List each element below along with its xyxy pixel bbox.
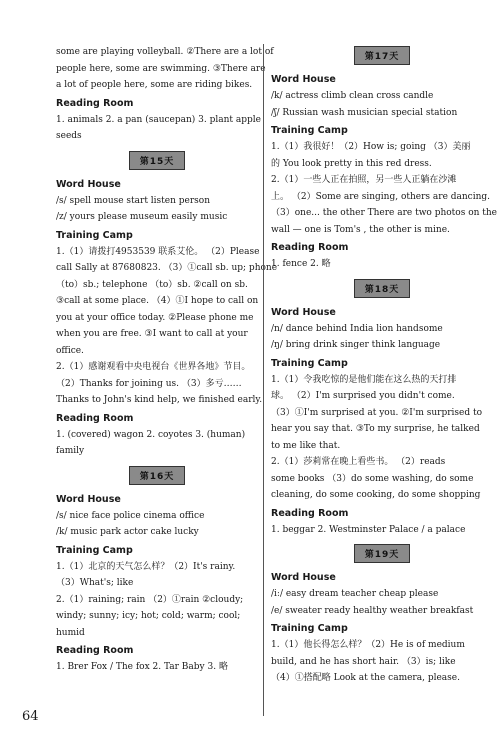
training-answer: （to）sb.; telephone （to）sb. ②call on sb. bbox=[56, 279, 248, 290]
phonics-row: /k/ actress climb clean cross candle bbox=[271, 91, 434, 101]
reading-answer: 1. animals 2. a pan (saucepan) 3. plant apple bbox=[56, 114, 261, 125]
reading-answer: seeds bbox=[56, 131, 82, 141]
day-17-banner: 第17天 bbox=[271, 46, 493, 65]
training-answer: wall — one is Tom's , the other is mine. bbox=[271, 224, 450, 235]
training-answer: Thanks to John's kind help, we finished early. bbox=[56, 395, 263, 405]
training-answer: （3）What's; like bbox=[56, 578, 134, 588]
right-column bbox=[271, 44, 498, 687]
column-divider bbox=[263, 44, 264, 716]
training-answer: call Sally at 87680823. （3）①call sb. up; phone bbox=[56, 263, 278, 273]
phonics-row: /s/ nice face police cinema office bbox=[56, 510, 205, 521]
training-answer: some books （3）do some washing, do some bbox=[271, 473, 474, 484]
training-camp-heading: Training Camp bbox=[271, 357, 348, 369]
reading-answer: 1. (covered) wagon 2. coyotes 3. (human) bbox=[56, 429, 246, 440]
word-house-heading: Word House bbox=[271, 572, 336, 583]
training-answer: 1.（1）北京的天气怎么样？（2）It's rainy. bbox=[56, 561, 236, 572]
training-answer: ③call at some place. （4）①I hope to call on bbox=[56, 296, 259, 306]
training-camp-heading: Training Camp bbox=[56, 229, 133, 241]
training-answer: 球。 （2）I'm surprised you didn't come. bbox=[271, 391, 455, 401]
training-camp-heading: Training Camp bbox=[271, 125, 348, 136]
training-answer: hear you say that. ③To my surprise, he talked bbox=[271, 424, 480, 434]
training-answer: 1.（1）我很好！（2）How is; going （3）美丽 bbox=[271, 142, 471, 152]
training-answer: 2.（1）一些人正在拍照，另一些人正躺在沙滩 bbox=[271, 175, 457, 185]
training-answer: 2.（1）raining; rain （2）①rain ②cloudy; bbox=[56, 594, 244, 605]
reading-room-heading: Reading Room bbox=[56, 645, 134, 656]
intro-line: people here, some are swimming. ③There are bbox=[56, 63, 266, 74]
phonics-row: /ʃ/ Russian wash musician special station bbox=[271, 107, 458, 118]
training-answer: 2.（1）感谢观看中央电视台《世界各地》节目。 bbox=[56, 362, 251, 372]
reading-answer: 1. fence 2. 略 bbox=[271, 259, 331, 269]
phonics-row: /s/ spell mouse start listen person bbox=[56, 195, 211, 206]
training-camp-heading: Training Camp bbox=[271, 623, 348, 634]
phonics-row: /e/ sweater ready healthy weather breakfast bbox=[271, 605, 474, 616]
page-number: 64 bbox=[22, 709, 39, 724]
left-column bbox=[56, 44, 278, 676]
training-answer: you at your office today. ②Please phone me bbox=[56, 312, 254, 323]
phonics-row: /ŋ/ bring drink singer think language bbox=[271, 340, 441, 350]
word-house-heading: Word House bbox=[56, 493, 121, 505]
training-answer: windy; sunny; icy; hot; cold; warm; cool; bbox=[56, 611, 241, 621]
training-answer: 2.（1）莎莉常在晚上看些书。 （2）reads bbox=[271, 457, 446, 467]
reading-answer: 1. Brer Fox / The fox 2. Tar Baby 3. 略 bbox=[56, 662, 228, 672]
reading-room-heading: Reading Room bbox=[56, 412, 134, 424]
day-19-banner: 第19天 bbox=[271, 544, 493, 563]
reading-room-heading: Reading Room bbox=[56, 97, 134, 109]
reading-room-heading: Reading Room bbox=[271, 242, 349, 253]
day-16-banner: 第16天 bbox=[56, 466, 258, 485]
phonics-row: /z/ yours please museum easily music bbox=[56, 212, 228, 222]
training-answer: （2）Thanks for joining us. （3）多亏…… bbox=[56, 378, 242, 389]
reading-room-heading: Reading Room bbox=[271, 507, 349, 519]
training-answer: （3）①I'm surprised at you. ②I'm surprised to bbox=[271, 407, 482, 418]
phonics-row: /k/ music park actor cake lucky bbox=[56, 527, 199, 537]
phonics-row: /iː/ easy dream teacher cheap please bbox=[271, 589, 439, 599]
day-18-banner: 第18天 bbox=[271, 279, 493, 298]
training-answer: office. bbox=[56, 345, 84, 356]
training-answer: cleaning, do some cooking, do some shopping bbox=[271, 490, 481, 500]
training-answer: 上。 （2）Some are singing, others are dancing. bbox=[271, 191, 491, 202]
training-answer: 的 You look pretty in this red dress. bbox=[271, 158, 432, 169]
training-answer: 1.（1）他长得怎么样？（2）He is of medium bbox=[271, 640, 465, 650]
word-house-heading: Word House bbox=[271, 306, 336, 318]
training-answer: to me like that. bbox=[271, 440, 341, 451]
training-camp-heading: Training Camp bbox=[56, 544, 133, 556]
training-answer: 1.（1）请拨打4953539 联系艾伦。 （2）Please bbox=[56, 246, 260, 257]
training-answer: 1.（1）令我吃惊的是他们能在这么热的天打排 bbox=[271, 374, 457, 385]
word-house-heading: Word House bbox=[56, 178, 121, 190]
phonics-row: /n/ dance behind India lion handsome bbox=[271, 323, 443, 334]
training-answer: build, and he has short hair. （3）is; like bbox=[271, 656, 456, 667]
training-answer: when you are free. ③I want to call at your bbox=[56, 329, 248, 339]
reading-answer: family bbox=[56, 446, 85, 456]
reading-answer: 1. beggar 2. Westminster Palace / a palace bbox=[271, 524, 466, 535]
day-15-banner: 第15天 bbox=[56, 151, 258, 170]
training-answer: （3）one... the other There are two photos on the bbox=[271, 208, 498, 218]
training-answer: （4）①搭配略 Look at the camera, please. bbox=[271, 673, 460, 683]
training-answer: humid bbox=[56, 627, 85, 638]
intro-line: some are playing volleyball. ②There are a lot of bbox=[56, 47, 274, 57]
word-house-heading: Word House bbox=[271, 74, 336, 85]
intro-line: a lot of people here, some are riding bikes. bbox=[56, 80, 253, 90]
